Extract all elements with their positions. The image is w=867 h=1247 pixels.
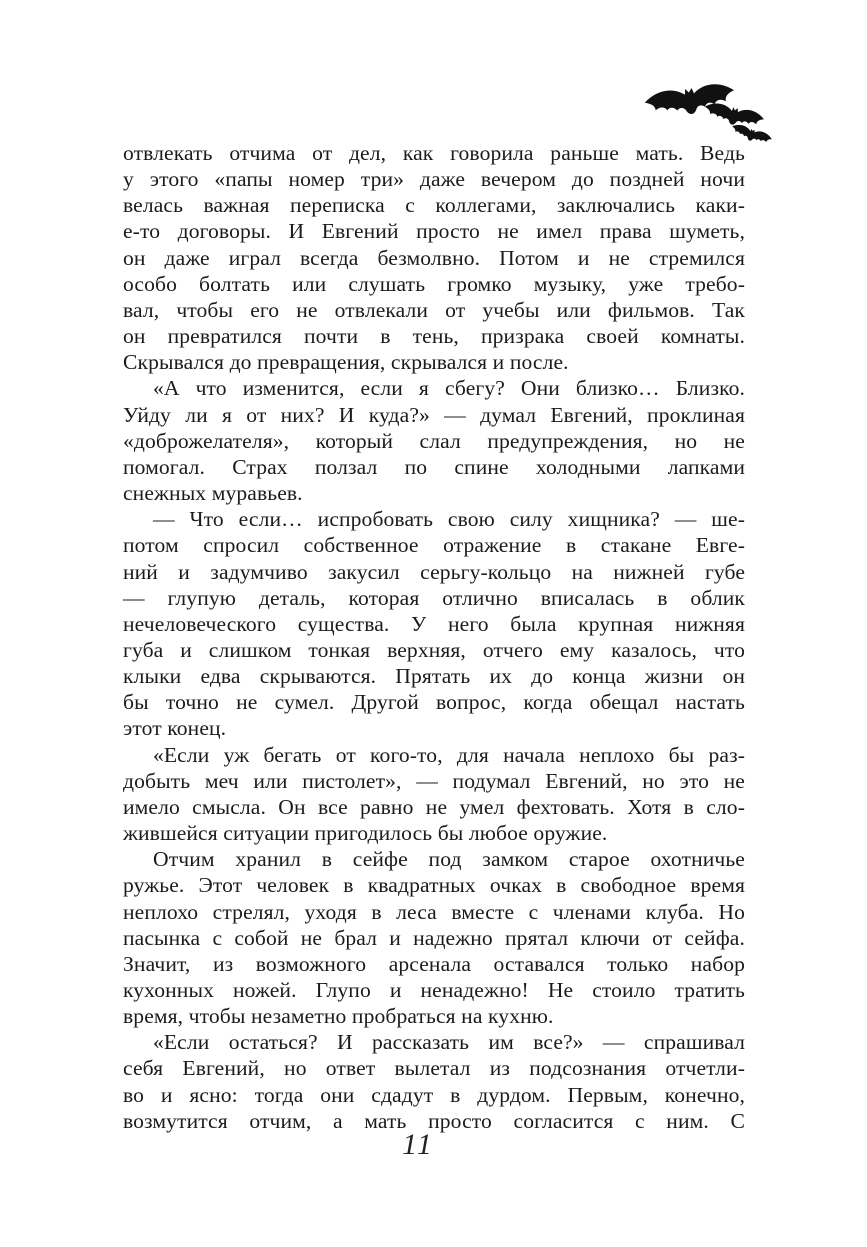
text-line: пасынка с собой не брал и надежно прятал ключи от сейфа. [123, 925, 745, 950]
paragraph [123, 375, 745, 506]
text-line: клыки едва скрываются. Прятать их до конца жизни он [123, 664, 745, 689]
text-line: «Если остаться? И рассказать им все?» — спрашивал [153, 1030, 745, 1055]
text-line: себя Евгений, но ответ вылетал из подсознания отчетли- [123, 1056, 745, 1081]
text-line: особо болтать или слушать громко музыку, уже требо- [123, 271, 745, 296]
text-line: губа и слишком тонкая верхняя, отчего ему казалось, что [123, 637, 745, 662]
page-text [123, 140, 745, 1134]
text-line: помогал. Страх ползал по спине холодными лапками [123, 454, 745, 479]
text-line: потом спросил собственное отражение в стакане Евге- [123, 533, 745, 558]
text-line: нечеловеческого существа. У него была крупная нижняя [123, 611, 745, 636]
text-line: «Если уж бегать от кого-то, для начала неплохо бы раз- [153, 742, 745, 767]
text-line: — Что если… испробовать свою силу хищника? — ше- [153, 507, 745, 532]
text-line: у этого «папы номер три» даже вечером до поздней ночи [123, 167, 745, 192]
text-line: он даже играл всегда безмолвно. Потом и не стремился [123, 245, 745, 270]
paragraph [123, 846, 745, 1029]
text-line: во и ясно: тогда они сдадут в дурдом. Первым, конечно, [123, 1082, 745, 1107]
text-line: возмутится отчим, а мать просто согласится с ним. С [123, 1108, 745, 1133]
text-line: бы точно не сумел. Другой вопрос, когда обещал настать [123, 690, 745, 715]
text-line: е-то договоры. И Евгений просто не имел права шуметь, [123, 219, 745, 244]
text-line: вал, чтобы его не отвлекали от учебы или фильмов. Так [123, 297, 745, 322]
text-line: кухонных ножей. Глупо и ненадежно! Не стоило тратить [123, 978, 745, 1002]
text-line: «А что изменится, если я сбегу? Они близко… Близко. [153, 376, 745, 401]
paragraph [123, 742, 745, 847]
paragraph [123, 506, 745, 741]
text-line: ний и задумчиво закусил серьгу-кольцо на нижней губе [123, 559, 745, 584]
text-line: имело смысла. Он все равно не умел фехтовать. Хотя в сло- [123, 794, 745, 819]
text-line: — глупую деталь, которая отлично вписалась в облик [123, 585, 745, 610]
text-line: ружье. Этот человек в квадратных очках в свободное время [123, 873, 745, 898]
text-line: снежных муравьев. [123, 481, 303, 506]
text-line: Скрывался до превращения, скрывался и после. [123, 350, 569, 375]
page-number: 11 [402, 1128, 434, 1161]
paragraph [123, 1029, 745, 1134]
text-line: время, чтобы незаметно пробраться на кухню. [123, 1004, 554, 1029]
text-line: Значит, из возможного арсенала оставался только набор [123, 951, 745, 976]
text-line: добыть меч или пистолет», — подумал Евгений, но это не [123, 768, 745, 793]
text-line: жившейся ситуации пригодилось бы любое оружие. [123, 821, 608, 846]
paragraph [123, 140, 745, 375]
text-line: этот конец. [123, 716, 227, 741]
text-line: неплохо стрелял, уходя в леса вместе с членами клуба. Но [123, 899, 745, 924]
text-line: Уйду ли я от них? И куда?» — думал Евгений, проклиная [123, 402, 745, 427]
text-line: Отчим хранил в сейфе под замком старое охотничье [153, 847, 745, 872]
text-line: отвлекать отчима от дел, как говорила раньше мать. Ведь [123, 141, 745, 165]
text-line: «доброжелателя», который слал предупреждения, но не [123, 428, 745, 453]
text-line: он превратился почти в тень, призрака своей комнаты. [123, 324, 745, 349]
text-line: велась важная переписка с коллегами, заключались каки- [123, 193, 745, 218]
